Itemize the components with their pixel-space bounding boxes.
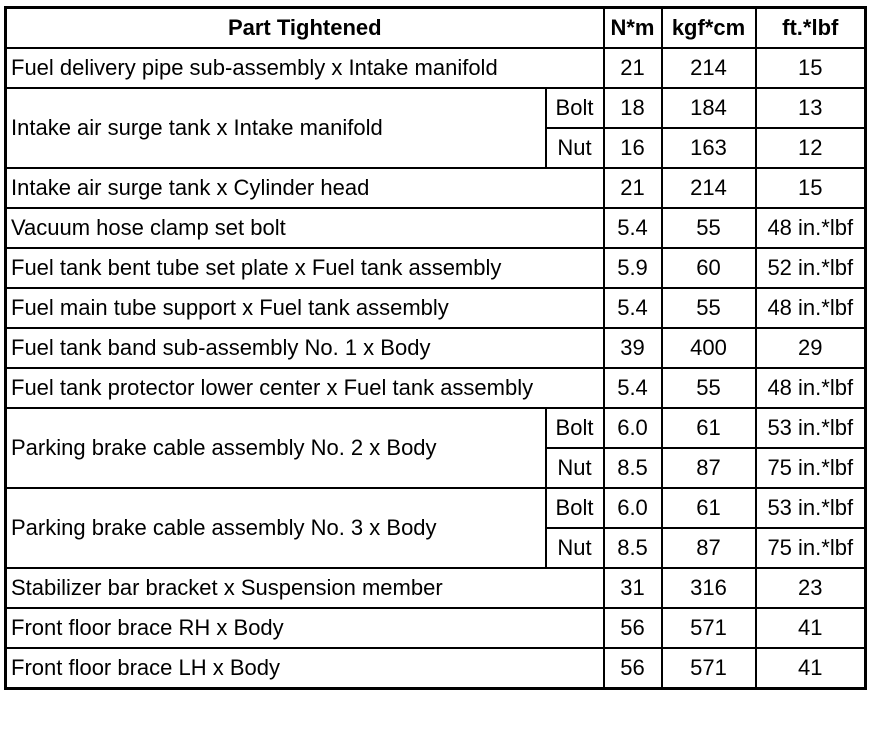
nm-cell: 21 [604,48,662,88]
nm-cell: 5.9 [604,248,662,288]
nm-cell: 5.4 [604,288,662,328]
table-row [6,488,866,528]
nm-cell: 56 [604,648,662,689]
nm-cell: 18 [604,88,662,128]
part-cell: Fuel tank protector lower center x Fuel tank assembly [6,368,604,408]
part-cell: Fuel delivery pipe sub-assembly x Intake manifold [6,48,604,88]
kgf-cell: 316 [662,568,756,608]
table-row [6,208,866,248]
table-row [6,48,866,88]
ft-cell: 15 [756,48,866,88]
kgf-cell: 61 [662,488,756,528]
nm-cell: 8.5 [604,528,662,568]
nm-cell: 31 [604,568,662,608]
nm-cell: 16 [604,128,662,168]
fastener-cell: Nut [546,128,604,168]
kgf-cell: 55 [662,208,756,248]
ft-cell: 75 in.*lbf [756,448,866,488]
table-row [6,648,866,689]
kgf-cell: 184 [662,88,756,128]
ft-cell: 41 [756,648,866,689]
torque-spec-table [4,6,867,690]
table-row [6,568,866,608]
table-row [6,368,866,408]
ft-cell: 41 [756,608,866,648]
header-ft-lbf: ft.*lbf [756,8,866,49]
ft-cell: 15 [756,168,866,208]
part-cell: Vacuum hose clamp set bolt [6,208,604,248]
kgf-cell: 87 [662,448,756,488]
table-row [6,408,866,448]
ft-cell: 23 [756,568,866,608]
fastener-cell: Nut [546,528,604,568]
kgf-cell: 55 [662,288,756,328]
table-row [6,288,866,328]
part-cell: Intake air surge tank x Cylinder head [6,168,604,208]
fastener-cell: Nut [546,448,604,488]
part-cell: Intake air surge tank x Intake manifold [6,88,546,168]
nm-cell: 39 [604,328,662,368]
fastener-cell: Bolt [546,88,604,128]
kgf-cell: 55 [662,368,756,408]
kgf-cell: 571 [662,648,756,689]
kgf-cell: 163 [662,128,756,168]
part-cell: Front floor brace RH x Body [6,608,604,648]
ft-cell: 53 in.*lbf [756,408,866,448]
nm-cell: 56 [604,608,662,648]
ft-cell: 75 in.*lbf [756,528,866,568]
nm-cell: 8.5 [604,448,662,488]
nm-cell: 6.0 [604,488,662,528]
kgf-cell: 87 [662,528,756,568]
nm-cell: 6.0 [604,408,662,448]
nm-cell: 21 [604,168,662,208]
ft-cell: 52 in.*lbf [756,248,866,288]
part-cell: Parking brake cable assembly No. 3 x Body [6,488,546,568]
kgf-cell: 571 [662,608,756,648]
part-cell: Front floor brace LH x Body [6,648,604,689]
kgf-cell: 400 [662,328,756,368]
ft-cell: 48 in.*lbf [756,208,866,248]
ft-cell: 29 [756,328,866,368]
ft-cell: 48 in.*lbf [756,368,866,408]
part-cell: Parking brake cable assembly No. 2 x Body [6,408,546,488]
header-row [6,8,866,49]
part-cell: Stabilizer bar bracket x Suspension member [6,568,604,608]
part-cell: Fuel tank band sub-assembly No. 1 x Body [6,328,604,368]
fastener-cell: Bolt [546,408,604,448]
ft-cell: 48 in.*lbf [756,288,866,328]
part-cell: Fuel main tube support x Fuel tank assembly [6,288,604,328]
ft-cell: 12 [756,128,866,168]
nm-cell: 5.4 [604,208,662,248]
ft-cell: 13 [756,88,866,128]
header-part-tightened: Part Tightened [6,8,604,49]
table-row [6,608,866,648]
kgf-cell: 214 [662,48,756,88]
kgf-cell: 214 [662,168,756,208]
kgf-cell: 61 [662,408,756,448]
header-kgf-cm: kgf*cm [662,8,756,49]
part-cell: Fuel tank bent tube set plate x Fuel tank assembly [6,248,604,288]
table-row [6,168,866,208]
ft-cell: 53 in.*lbf [756,488,866,528]
nm-cell: 5.4 [604,368,662,408]
table-row [6,248,866,288]
table-row [6,88,866,128]
table-row [6,328,866,368]
header-nm: N*m [604,8,662,49]
kgf-cell: 60 [662,248,756,288]
fastener-cell: Bolt [546,488,604,528]
